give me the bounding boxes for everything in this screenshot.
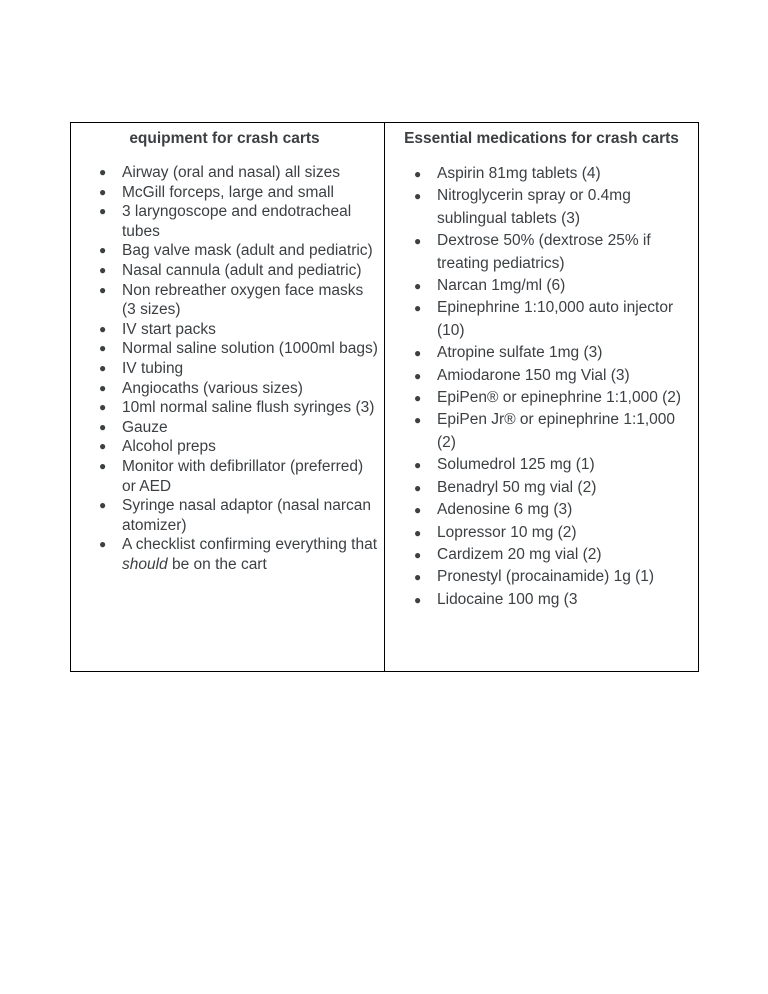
bullet-icon: ● [414, 458, 422, 473]
bullet-icon: ● [99, 184, 107, 199]
bullet-icon: ● [414, 413, 422, 428]
bullet-icon: ● [414, 547, 422, 562]
list-item: ● Epinephrine 1:10,000 auto injector (10) [414, 299, 674, 339]
bullet-icon: ● [414, 279, 422, 294]
bullet-icon: ● [99, 341, 107, 356]
list-item: ● Aspirin 81mg tablets (4) [414, 163, 692, 185]
bullet-icon: ● [414, 167, 422, 181]
bullet-icon: ● [414, 346, 422, 361]
list-item: ● Pronestyl (procainamide) 1g (1) [414, 566, 692, 588]
medications-heading: Essential medications for crash carts [404, 130, 679, 147]
bullet-icon: ● [414, 570, 422, 585]
bullet-icon: ● [414, 480, 422, 495]
list-item: ● Syringe nasal adaptor (nasal narcan atomizer) [99, 497, 372, 534]
list-item: ● IV tubing [99, 359, 184, 377]
list-item: ● Cardizem 20 mg vial (2) [414, 544, 692, 566]
bullet-icon: ● [414, 503, 422, 518]
list-item: ● Amiodarone 150 mg Vial (3) [414, 365, 692, 387]
equipment-list [71, 163, 384, 574]
bullet-icon: ● [414, 592, 422, 607]
list-item: ● Nasal cannula (adult and pediatric) [99, 261, 362, 279]
bullet-icon: ● [414, 368, 422, 383]
list-item: ● Adenosine 6 mg (3) [414, 499, 692, 521]
list-item: ● Narcan 1mg/ml (6) [414, 275, 692, 297]
list-item: ● Alcohol preps [99, 438, 216, 456]
list-item: ● Gauze [99, 418, 168, 436]
bullet-icon: ● [99, 537, 107, 552]
list-item: ● Nitroglycerin spray or 0.4mg sublingual tablets (3) [414, 187, 631, 227]
list-item: ● 10ml normal saline flush syringes (3) [99, 399, 375, 417]
equipment-heading: equipment for crash carts [129, 130, 320, 147]
bullet-icon: ● [99, 243, 107, 258]
bullet-icon: ● [99, 204, 107, 219]
list-item: ● Airway (oral and nasal) all sizes [99, 164, 340, 181]
list-item: ● EpiPen Jr® or epinephrine 1:1,000 (2) [414, 411, 676, 451]
medications-column [385, 123, 698, 671]
list-item: ● Bag valve mask (adult and pediatric) [99, 242, 373, 260]
list-item: ● IV start packs [99, 320, 216, 338]
bullet-icon: ● [414, 189, 422, 204]
bullet-icon: ● [414, 391, 422, 406]
bullet-icon: ● [99, 360, 107, 375]
bullet-icon: ● [99, 400, 107, 415]
list-item: ● 3 laryngoscope and endotracheal tubes [99, 203, 352, 240]
list-item: ● Solumedrol 125 mg (1) [414, 454, 692, 476]
bullet-icon: ● [99, 419, 107, 434]
list-item: ● Atropine sulfate 1mg (3) [414, 342, 692, 364]
bullet-icon: ● [99, 458, 107, 473]
bullet-icon: ● [414, 234, 422, 249]
list-item: ● McGill forceps, large and small [99, 183, 334, 201]
bullet-icon: ● [99, 380, 107, 395]
list-item: ● Monitor with defibrillator (preferred) or AED [99, 457, 364, 495]
list-item: ● EpiPen® or epinephrine 1:1,000 (2) [414, 387, 692, 409]
bullet-icon: ● [414, 525, 422, 540]
medications-list [385, 163, 698, 611]
crash-cart-table [70, 122, 699, 672]
bullet-icon: ● [414, 301, 422, 316]
list-item: ● Lidocaine 100 mg (3 [414, 589, 692, 611]
equipment-column [71, 123, 385, 671]
list-item: ● Non rebreather oxygen face masks (3 sizes) [99, 281, 364, 319]
bullet-icon: ● [99, 439, 107, 454]
list-item: ● Benadryl 50 mg vial (2) [414, 477, 692, 499]
bullet-icon: ● [99, 282, 107, 297]
bullet-icon: ● [99, 321, 107, 336]
bullet-icon: ● [99, 165, 107, 179]
list-item: ● Normal saline solution (1000ml bags) [99, 340, 378, 358]
bullet-icon: ● [99, 498, 107, 513]
list-item: ● Lopressor 10 mg (2) [414, 522, 692, 544]
bullet-icon: ● [99, 262, 107, 277]
list-item: ● Angiocaths (various sizes) [99, 379, 303, 397]
list-item: ● A checklist confirming everything that should be on the cart [99, 536, 378, 573]
list-item: ● Dextrose 50% (dextrose 25% if treating pediatrics) [414, 232, 651, 272]
